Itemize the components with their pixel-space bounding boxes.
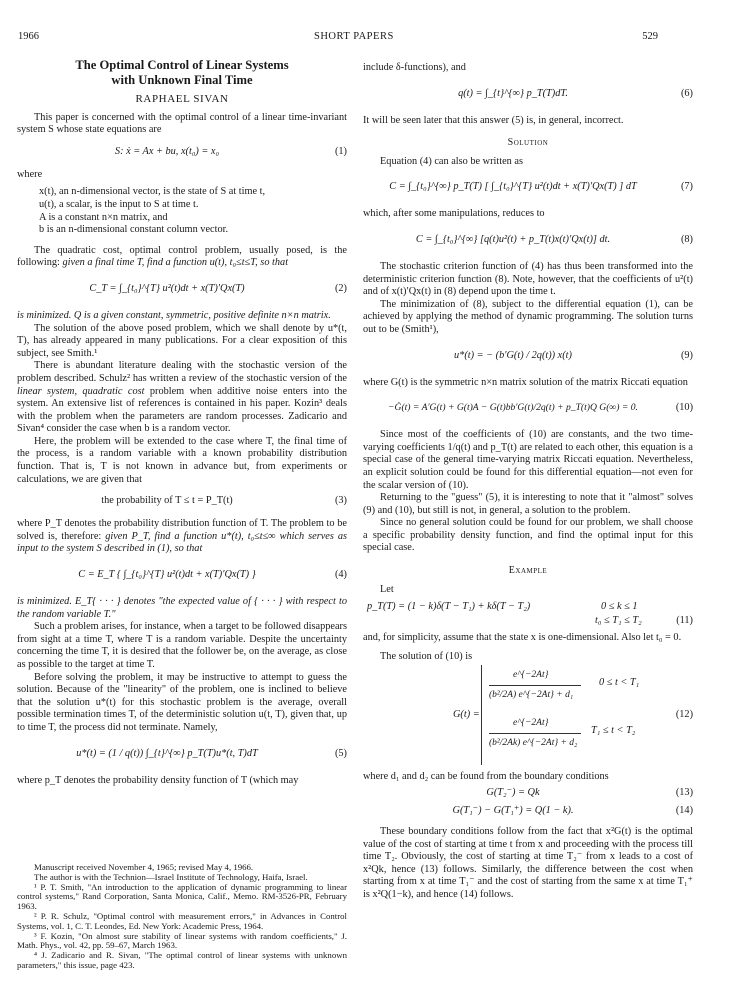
italic-text: linear system, quadratic cost (17, 385, 145, 397)
paragraph-returning: Returning to the "guess" (5), it is interesting to note that it "almost" solves (9) and (10), but still is not, in general, a solution to the problem. (363, 492, 693, 516)
case-2-condition: T₁ ≤ t < T₂ (591, 725, 636, 737)
running-head (18, 31, 658, 45)
paragraph-solution-of-10: The solution of (10) is (380, 650, 473, 662)
section-heading-example: Example (508, 565, 548, 577)
equation-number: (14) (675, 805, 693, 817)
equation-body: G(T₂⁻) = Qk (486, 787, 540, 799)
left-page-number: 1966 (18, 31, 39, 42)
fraction-line (489, 685, 581, 686)
text: The quadratic cost, optimal control problem, usually posed, is the following: (17, 244, 347, 269)
italic-text: given P_T, find a function u*(t), t₀≤t≤∞ which serves as input to the system S described in (1), so that (17, 530, 347, 555)
equation-body: u*(t) = (1 / q(t)) ∫_{t}^{∞} p_T(T)u*(t, T)dT (76, 747, 258, 759)
paragraph-minimization: The minimization of (8), subject to the differential equation (1), can be achieved by applying the method of dynamic programming. The solution turns out to be (Smith¹), (363, 298, 693, 335)
text: problem when additive noise enters into the system. An extensive list of references is contained in his paper. Kozin³ deals with the problem when the parameters are random processes. Zadicario and Sivan⁴ consider the case when b is a random vector. (17, 385, 347, 435)
text: There is abundant literature dealing with the stochastic version of the problem described. Schulz² has written a review of the stochastic version of the (17, 360, 347, 384)
equation-12 (363, 665, 693, 769)
footnote-manuscript: Manuscript received November 4, 1965; revised May 4, 1966. (34, 862, 254, 872)
equation-body: C_T = ∫_{t₀}^{T} u²(t)dt + x(T)′Qx(T) (89, 282, 245, 294)
problem-statement-paragraph (17, 245, 347, 270)
paragraph-extension: Here, the problem will be extended to the case where T, the final time of the process, is a random variable with a known probability distribution function. That is, T is not known in advance but, from experiments or calculations, we are given that (17, 435, 347, 485)
equation-3 (17, 489, 347, 515)
case-1-condition: 0 ≤ t < T₁ (599, 677, 640, 689)
title-line-1: The Optimal Control of Linear Systems (75, 58, 289, 72)
paragraph-rewrite: Equation (4) can also be written as (380, 155, 523, 167)
equation-number: (3) (334, 495, 347, 507)
definition-item: x(t), an n-dimensional vector, is the state of S at time t, (39, 186, 266, 198)
equation-number: (2) (334, 282, 347, 294)
equation-number: (1) (334, 145, 347, 157)
paragraph-literature (17, 360, 347, 436)
journal-section: SHORT PAPERS (314, 31, 394, 42)
equation-10 (363, 392, 693, 426)
paragraph-solution-denote: The solution of the above posed problem, which we shall denote by u*(t, T), has already appeared in many publications. For a clear exposition of this subject, see Smith.¹ (17, 322, 347, 359)
equation-1 (17, 140, 347, 166)
title-line-2: with Unknown Final Time (111, 73, 253, 87)
equation-body: S: ẋ = Ax + bu, x(t₀) = x₀ (114, 145, 220, 157)
footnote-affiliation: The author is with the Technion—Israel Institute of Technology, Haifa, Israel. (34, 871, 308, 882)
equation-7 (363, 171, 693, 205)
intro-paragraph: This paper is concerned with the optimal control of a linear time-invariant system S whose state equations are (17, 111, 347, 136)
paragraph-reduces: which, after some manipulations, reduces to (363, 208, 545, 220)
definition-item: u(t), a scalar, is the input to S at time t. (39, 198, 199, 210)
case-2-denominator: (b²/2Ak) e^{−2At} + d₂ (489, 738, 578, 749)
equation-body: C = E_T { ∫_{t₀}^{T} u²(t)dt + x(T)′Qx(T) } (78, 569, 256, 581)
equation-number: (10) (675, 402, 693, 414)
equation-number: (7) (680, 181, 693, 193)
equation-2 (17, 273, 347, 307)
minimized-statement: is minimized. Q is a given constant, symmetric, positive definite n×n matrix. (17, 309, 331, 321)
equation-condition: 0 ≤ k ≤ 1 (601, 601, 638, 613)
equation-number: (11) (676, 615, 693, 627)
paragraph-guess: Before solving the problem, it may be instructive to attempt to guess the solution. Because of the "linearity" of the problem, one is inclined to believe that the solution u*(t) for this stochastic problem is the average, overall possible termination times T, of the deterministic solution u(t, T), given that, up to time T, the process did not terminate. Namely, (17, 671, 347, 733)
equation-5 (17, 738, 347, 772)
equation-body: the probability of T ≤ t = P_T(t) (101, 495, 233, 507)
paragraph-boundary-explanation: These boundary conditions follow from the fact that x²G(t) is the optimal value of the cost of starting at time t from x and proceeding with the process till time T₂. Obviously, the cost of starting at time T₂⁻ from x leads to a cost of x²Qk, hence (13) follows. Similarly, the difference between the cost when starting from x at time T₁⁻ and the cost of starting from the same x at time T₁⁺ is x²Q(1−k), and hence (14) follows. (363, 826, 693, 900)
equation-number: (13) (675, 787, 693, 799)
equation-body: G(T₁⁻) − G(T₁⁺) = Q(1 − k). (452, 805, 574, 817)
paragraph-coefficients: Since most of the coefficients of (10) are constants, and the two time-varying coefficients 1/q(t) and p_T(t) are related to each other, this equation is a special case of the general time-varying matrix Riccati equation. Nevertheless, an explicit solution could be found for this differential equation—not even for the scalar version of (10). (363, 429, 693, 491)
expected-value-note: is minimized. E_T{ · · · } denotes "the expected value of { · · · } with respect to the random variable T." (17, 596, 347, 620)
equation-number: (9) (680, 349, 693, 361)
equation-9 (363, 340, 693, 374)
equation-body: q(t) = ∫_{t}^{∞} p_T(T)dT. (458, 87, 568, 99)
author: RAPHAEL SIVAN (135, 93, 229, 105)
footnotes (17, 863, 347, 971)
equation-number: (12) (675, 709, 693, 721)
text: where P_T denotes the probability distribution function of T. The problem to be solved is, therefore: (17, 518, 347, 542)
definition-list (17, 186, 347, 236)
equation-6 (363, 78, 693, 112)
equation-number: (6) (680, 87, 693, 99)
paragraph-transformed: The stochastic criterion function of (4) has thus been transformed into the deterministic criterion function (8). Note, however, that the coefficients of u²(t) and of x(t)′Qx(t) in (8) depend upon the time t. (363, 260, 693, 298)
article-title (17, 58, 347, 88)
paragraph-density: where p_T denotes the probability density function of T (which may (17, 774, 299, 786)
fraction-line (489, 733, 581, 734)
equation-4 (17, 559, 347, 593)
equation-lhs: G(t) = (453, 709, 480, 721)
paragraph-target-example: Such a problem arises, for instance, when a target to be followed disappears from sight at a time T, where T is a random variable. Despite the uncertainty concerning the time T, it is desired that the follower be, on the average, as close as possible to the target at time T. (17, 621, 347, 670)
case-2-numerator: e^{−2At} (513, 718, 549, 729)
equation-number: (8) (680, 233, 693, 245)
footnote-ref-4: ⁴ J. Zadicario and R. Sivan, "The optimal control of linear systems with unknown parameters," this issue, page 423. (17, 950, 347, 970)
case-1-denominator: (b²/2A) e^{−2At} + d₁ (489, 690, 574, 701)
equation-11 (363, 599, 693, 629)
where-label: where (17, 168, 43, 180)
definition-item: b is an n-dimensional constant column vector. (39, 224, 229, 236)
definition-item: A is a constant n×n matrix, and (39, 211, 168, 223)
equation-body: C = ∫_{t₀}^{∞} [q(t)u²(t) + p_T(t)x(t)′Qx(t)] dt. (415, 233, 611, 245)
paragraph-riccati: where G(t) is the symmetric n×n matrix solution of the matrix Riccati equation (363, 376, 688, 388)
equation-14 (363, 804, 693, 820)
paragraph-include: include δ-functions), and (363, 62, 466, 73)
right-page-number: 529 (642, 31, 658, 42)
footnote-ref-2: ² P. R. Schulz, "Optimal control with measurement errors," in Advances in Control Systems, vol. 1, C. T. Leondes, Ed. New York: Academic Press, 1964. (17, 910, 347, 931)
paragraph-specific-density: Since no general solution could be found for our problem, we shall choose a specific probability density function, and find the optimal input for this special case. (363, 517, 693, 554)
equation-number: (4) (334, 569, 347, 581)
equation-body: C = ∫_{t₀}^{∞} p_T(T) [ ∫_{t₀}^{T} u²(t)dt + x(T)′Qx(T) ] dT (389, 181, 637, 193)
footnote-ref-3: ³ F. Kozin, "On almost sure stability of linear systems with random coefficients," J. Math. Phys., vol. 42, pp. 59–67, March 1963. (17, 930, 347, 951)
equation-body: −Ġ(t) = A′G(t) + G(t)A − G(t)bb′G(t)/2q(t) + p_T(t)Q G(∞) = 0. (388, 402, 638, 414)
equation-13 (363, 786, 693, 802)
section-heading-solution: Solution (507, 137, 549, 149)
italic-text: given a final time T, find a function u(t), t₀≤t≤T, so that (62, 257, 289, 269)
case-1-numerator: e^{−2At} (513, 670, 549, 681)
paragraph-boundary: where d₁ and d₂ can be found from the boundary conditions (363, 771, 609, 783)
paragraph-problem-given (17, 518, 347, 556)
paragraph-simplicity: and, for simplicity, assume that the state x is one-dimensional. Also let t₀ = 0. (363, 632, 682, 644)
equation-body: p_T(T) = (1 − k)δ(T − T₁) + kδ(T − T₂) (367, 601, 531, 613)
paragraph-incorrect: It will be seen later that this answer (5) is, in general, incorrect. (363, 114, 624, 126)
equation-number: (5) (334, 747, 347, 759)
footnote-ref-1: ¹ P. T. Smith, "An introduction to the application of dynamic programming to linear control systems," Rand Corporation, Santa Monica, Calif., Memo. RM-3526-PR, February 1963. (17, 881, 347, 912)
left-column (17, 58, 347, 787)
equation-body: u*(t) = − (b′G(t) / 2q(t)) x(t) (454, 349, 572, 361)
let-label: Let (380, 583, 394, 595)
equation-8 (363, 224, 693, 258)
right-column (363, 62, 693, 902)
brace (481, 665, 488, 765)
equation-condition: t₀ ≤ T₁ ≤ T₂ (595, 615, 642, 627)
